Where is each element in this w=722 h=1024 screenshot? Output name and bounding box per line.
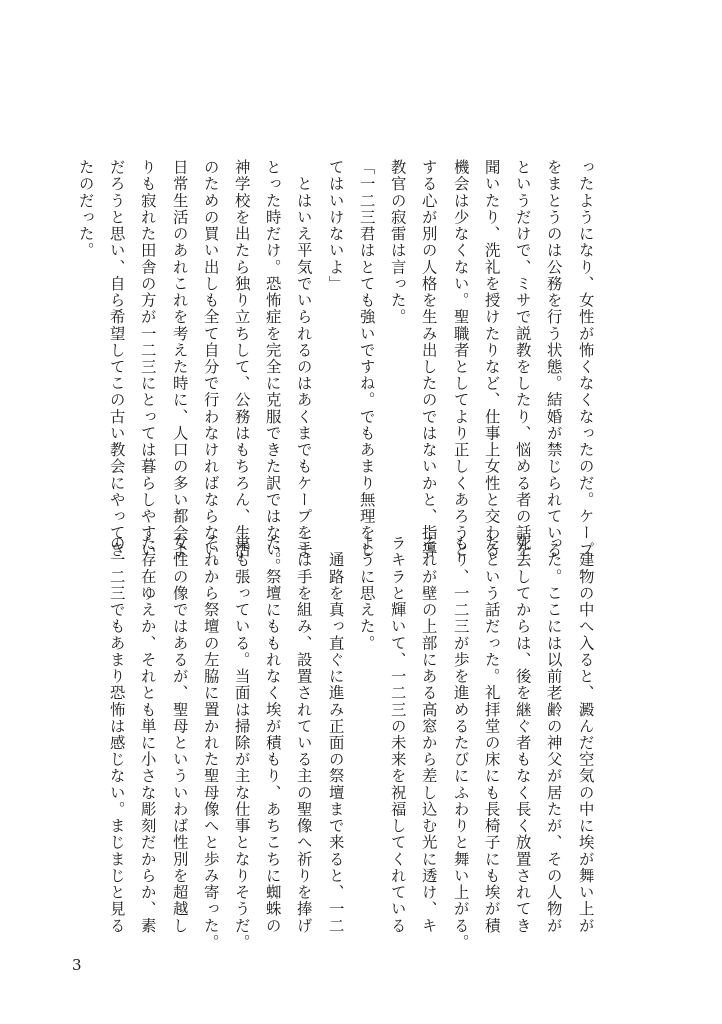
text-line: それが壁の上部にある高窓から差し込む光に透け、キ bbox=[419, 535, 438, 934]
text-line: 死去してからは、後を継ぐ者もなく長く放置されてき bbox=[513, 535, 532, 934]
text-line: 通路を真っ直ぐに進み正面の祭壇まで来ると、一二 bbox=[326, 535, 345, 934]
text-line: の一二三でもあまり恐怖は感じない。まじまじと見る bbox=[107, 535, 126, 934]
text-line: 「一二三君はとても強いですね。でもあまり無理をし bbox=[357, 159, 376, 558]
text-line: 機会は少なくない。聖職者としてより正しくあろうと bbox=[451, 159, 470, 558]
text-line: たという話だった。礼拝堂の床にも長椅子にも埃が積 bbox=[482, 535, 501, 934]
text-line: というだけで、ミサで説教をしたり、悩める者の話を bbox=[513, 159, 532, 558]
text-line: 巣も張っている。当面は掃除が主な仕事となりそうだ。 bbox=[232, 535, 251, 951]
text-line: 神学校を出たら独り立ちして、公務はもちろん、生活 bbox=[232, 159, 251, 558]
text-line: てはいけないよ」 bbox=[326, 159, 345, 292]
text-line: 教官の寂雷は言った。 bbox=[388, 159, 407, 326]
text-line: 女性の像ではあるが、聖母といういわば性別を超越し bbox=[170, 535, 189, 934]
text-line: った。ここには以前老齢の神父が居たが、その人物が bbox=[544, 535, 563, 934]
page-number: 3 bbox=[72, 956, 82, 974]
text-line: りも寂れた田舎の方が一二三にとっては暮らしやすい bbox=[138, 159, 157, 558]
text-line: たのだった。 bbox=[76, 159, 95, 259]
text-line: ラキラと輝いて、一二三の未来を祝福してくれている bbox=[388, 535, 407, 934]
text-line: それから祭壇の左脇に置かれた聖母像へと歩み寄った。 bbox=[201, 535, 220, 951]
text-line: もり、一二三が歩を進めるたびにふわりと舞い上がる。 bbox=[451, 535, 470, 951]
text-line: だろうと思い、自ら希望してこの古い教会にやってき bbox=[107, 159, 126, 558]
text-line: とはいえ平気でいられるのはあくまでもケープをま bbox=[294, 159, 313, 558]
text-line: た存在ゆえか、それとも単に小さな彫刻だからか、素 bbox=[138, 535, 157, 934]
text-line: 日常生活のあれこれを考えた時に、人口の多い都会よ bbox=[170, 159, 189, 558]
text-line: とった時だけ。恐怖症を完全に克服できた訳ではない。 bbox=[263, 159, 282, 575]
text-line: のための買い出しも全て自分で行わなければならない。 bbox=[201, 159, 220, 575]
text-line: た。祭壇にももれなく埃が積もり、あちこちに蜘蛛の bbox=[263, 535, 282, 934]
text-line: ったようになり、女性が怖くなくなったのだ。ケープ bbox=[576, 159, 595, 558]
text-line: 建物の中へ入ると、澱んだ空気の中に埃が舞い上が bbox=[576, 535, 595, 934]
text-line: ように思えた。 bbox=[357, 535, 376, 652]
text-line: をまとうのは公務を行う状態。結婚が禁じられている bbox=[544, 159, 563, 558]
text-line: 三は手を組み、設置されている主の聖像へ祈りを捧げ bbox=[294, 535, 313, 934]
text-line: 聞いたり、洗礼を授けたりなど、仕事上女性と交わる bbox=[482, 159, 501, 558]
text-line: する心が別の人格を生み出したのではないかと、指導 bbox=[419, 159, 438, 558]
